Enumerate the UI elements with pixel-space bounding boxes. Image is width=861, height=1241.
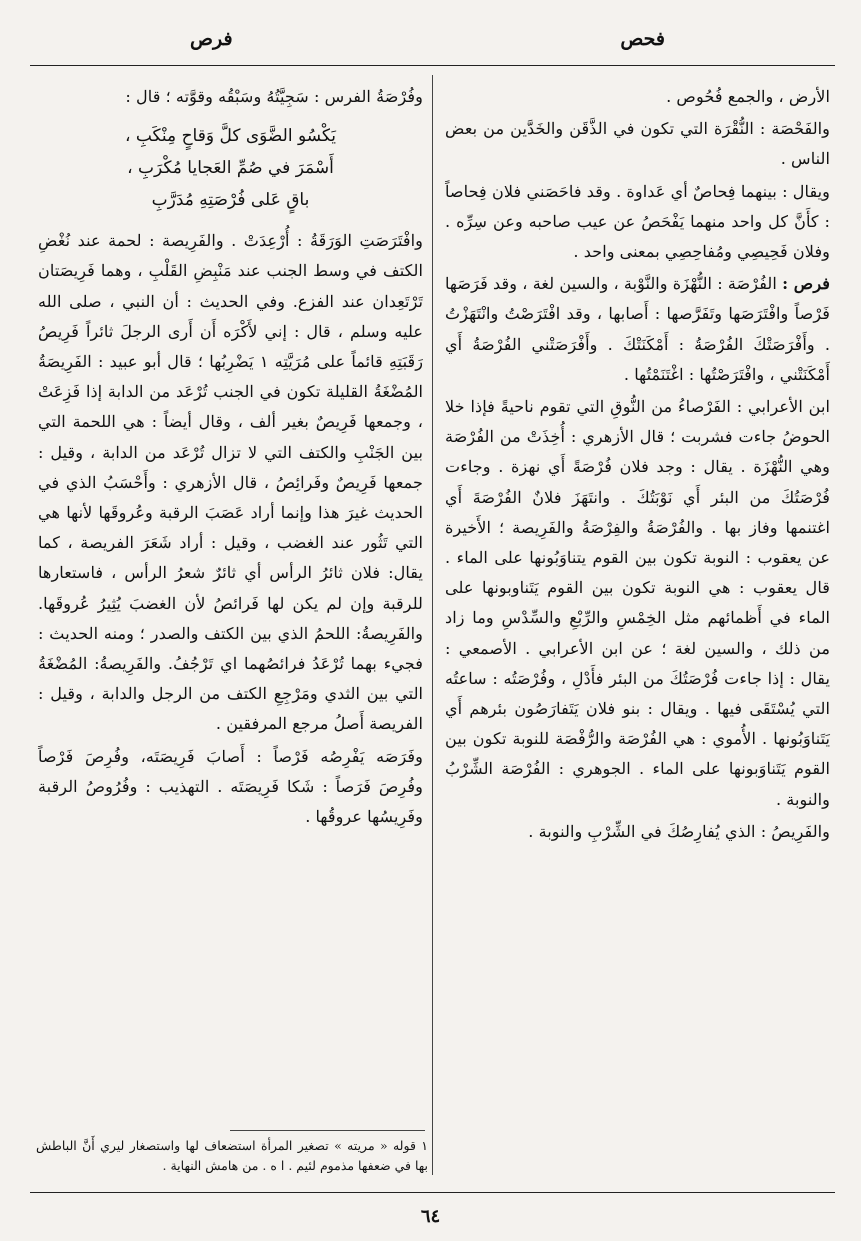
poem (38, 120, 423, 216)
right-column (445, 82, 830, 849)
paragraph: وافْتَرَصَتِ الوَرَقَةُ : أُرْعِدَتْ . والفَرِيصة : لحمة عند نُغْضِ الكتف في وسط الجنب عند مَنْبِضِ القَلْبِ ، وهما فَرِيصَتان تَرْتَعِدان عند الفزع. وفي الحديث : أن النبي ، صلى الله عليه وسلم ، قال : إني لأَكْرَه أَن أَرى الرجلَ ثائراً فَرِيصُ رَقَبَتِهِ قائماً على مُرَيَّتِه ١ يَضْرِبُها ؛ قال أبو عبيد : الفَرِيصَةُ المُضْغَةُ القليلة تكون في الجنب تُرْعَد من الدابة إذا فَزِعَتْ ، وجمعها فَرِيصٌ بغير ألف ، وقال أيضاً : هي اللحمة التي بين الجَنْبِ والكتف التي لا تزال تُرْعَد من الدابة ، وقيل : جمعها فَرِيصٌ وفَرائِصُ ، قال الأزهري : وأَحْسَبُ الذي في الحديث غيرَ هذا وإنما أراد عَصَبَ الرقبة وعُروقَها لأنها هي التي تَثُور عند الغضب ، وقيل : أراد شَعَرَ الفريصة ، كما يقال: فلان ثائرُ الرأس أي ثائرٌ شعرُ الرأس ، فاستعارها للرقبة وإن لم يكن لها فَرائصُ لأن الغضبَ يُثِيرُ عُروقَها. والفَرِيصةُ: اللحمُ الذي بين الكتف والصدر ؛ ومنه الحديث : فجيء بهما تُرْعَدُ فرائصُهما اي تَرْجُفُ. والفَرِيصةُ: المُضْغَةُ التي بين الثدي ومَرْجِعِ الكتف من الرجل والدابة ، وقيل : الفريصة أَصلُ مرجع المرفقين . (38, 231, 424, 734)
column-divider (432, 75, 433, 1175)
poem-line: أَسْمَرَ في صُمِّ العَجايا مُكْرَبِ ، (127, 158, 334, 179)
header-right-word: فحص (620, 28, 665, 50)
header-left-word: فرص (190, 28, 233, 50)
bottom-rule (30, 1192, 835, 1193)
paragraph: ابن الأعرابي : الفَرْصاءُ من النُّوقِ التي تقوم ناحيةً فإذا خلا الحوضُ جاءت فشربت ؛ قال الأزهري : أُخِذَتْ من الفُرْصَة وهي النُّهْزَة . يقال : وجد فلان فُرْصَةً أَي نهزة . وجاءت فُرْصَتُكَ من البئر أَي نَوْبَتُكَ . وانتَهَزَ فلانٌ الفُرْصَةَ أَي اغتنمها وفاز بها . والفُرْصَةُ والفِرْصَةُ والفَرِيصة ؛ الأَخيرة عن يعقوب : النوبة تكون بين القوم يتناوَبُونها على الماء . قال يعقوب : هي النوبة تكون بين القوم يَتَناوبونها على الماء في أَظمائهم مثل الخِمْسِ والرِّبْعِ والسِّدْسِ وما زاد من ذلك ، والسين لغة ؛ عن ابن الأعرابي . الأصمعي : يقال : إذا جاءت فُرْصَتُكَ من البئر فأَدْلِ ، وفُرْصَتُه : ساعتُه التي يُسْتَقَى فيها . ويقال : بنو فلان يَتَفارَصُون بئرهم أَي يَتَناوَبُونها . الأُموي : هي الفُرْصَة والرُّفْصَة للنوبة تكون بين القوم يَتَناوَبونها على الماء . الجوهري : الفُرْصَة الشِّرْبُ والنوبة . (445, 397, 830, 809)
top-rule (30, 65, 835, 66)
running-header (30, 22, 835, 62)
entry-paragraph (445, 269, 830, 390)
page-number: ٦٤ (420, 1206, 441, 1227)
poem-line: باقٍ عَلى فُرْصَتِهِ مُدَرَّبِ (151, 190, 310, 211)
left-column (38, 82, 423, 834)
paragraph: والفَحْصَة : النُّقْرَة التي تكون في الذَّقَن والخَدَّين من بعض الناس . (445, 119, 830, 169)
footnote-rule (230, 1130, 425, 1131)
paragraph: الأرض ، والجمع فُحُوص . (666, 87, 830, 106)
paragraph: والفَرِيصُ : الذي يُفارِصُكَ في الشِّرْبِ والنوبة . (528, 821, 830, 841)
paragraph: ويقال : بينهما فِحاصٌ أي عَداوة . وقد فاحَصَني فلان فِحاصاً : كأَنَّ كل واحد منهما يَفْحَصُ عن عيب صاحبه وعن سِرِّه . وفلان فَحِيصِي ومُفاحِصِي بمعنى واحد . (445, 181, 830, 262)
footnote: ١ قوله « مريته » تصغير المرأة استضعاف لها واستصغار ليري أَنَّ الباطش بها في ضعفها مذموم لئيم . ا ه . من هامش النهاية . (36, 1138, 428, 1173)
paragraph: وفُرْصَةُ الفرس : سَجِيَّتُهُ وسَبْقُه وقوَّته ؛ قال : (125, 87, 423, 106)
entry-text: الفُرْصَة : النُّهْزَة والنَّوْبة ، والسين لغة ، وقد فَرَصَها فَرْصاً وافْتَرَصَها وتَفَرَّصها : أَصابها ، وقد افْتَرَصْتُ وانْتَهَزْتُ . وأَفْرَصَتْكَ الفُرْصَةُ : أَمْكَنَتْكَ . وأَفْرَصَتْني الفُرْصَةُ أَي أَمْكَنَتْني ، وافْتَرَصْتُها : اغْتَنَمْتُها . (445, 274, 830, 384)
paragraph: وفَرَصَه يَفْرِصُه فَرْصاً : أَصابَ فَرِيصَتَه، وفُرِصَ فَرْصاً وفُرِصَ فَرَصاً : شَكا فَرِيصَتَه . التهذيب : وفُرُوصُ الرقبة وفَرِيسُها عروقُها . (38, 746, 423, 827)
entry-head-word: فرص : (782, 274, 830, 294)
poem-line: يَكْسُو الضَّوَى كلَّ وَقاحٍ مِنْكَبِ ، (124, 126, 337, 147)
